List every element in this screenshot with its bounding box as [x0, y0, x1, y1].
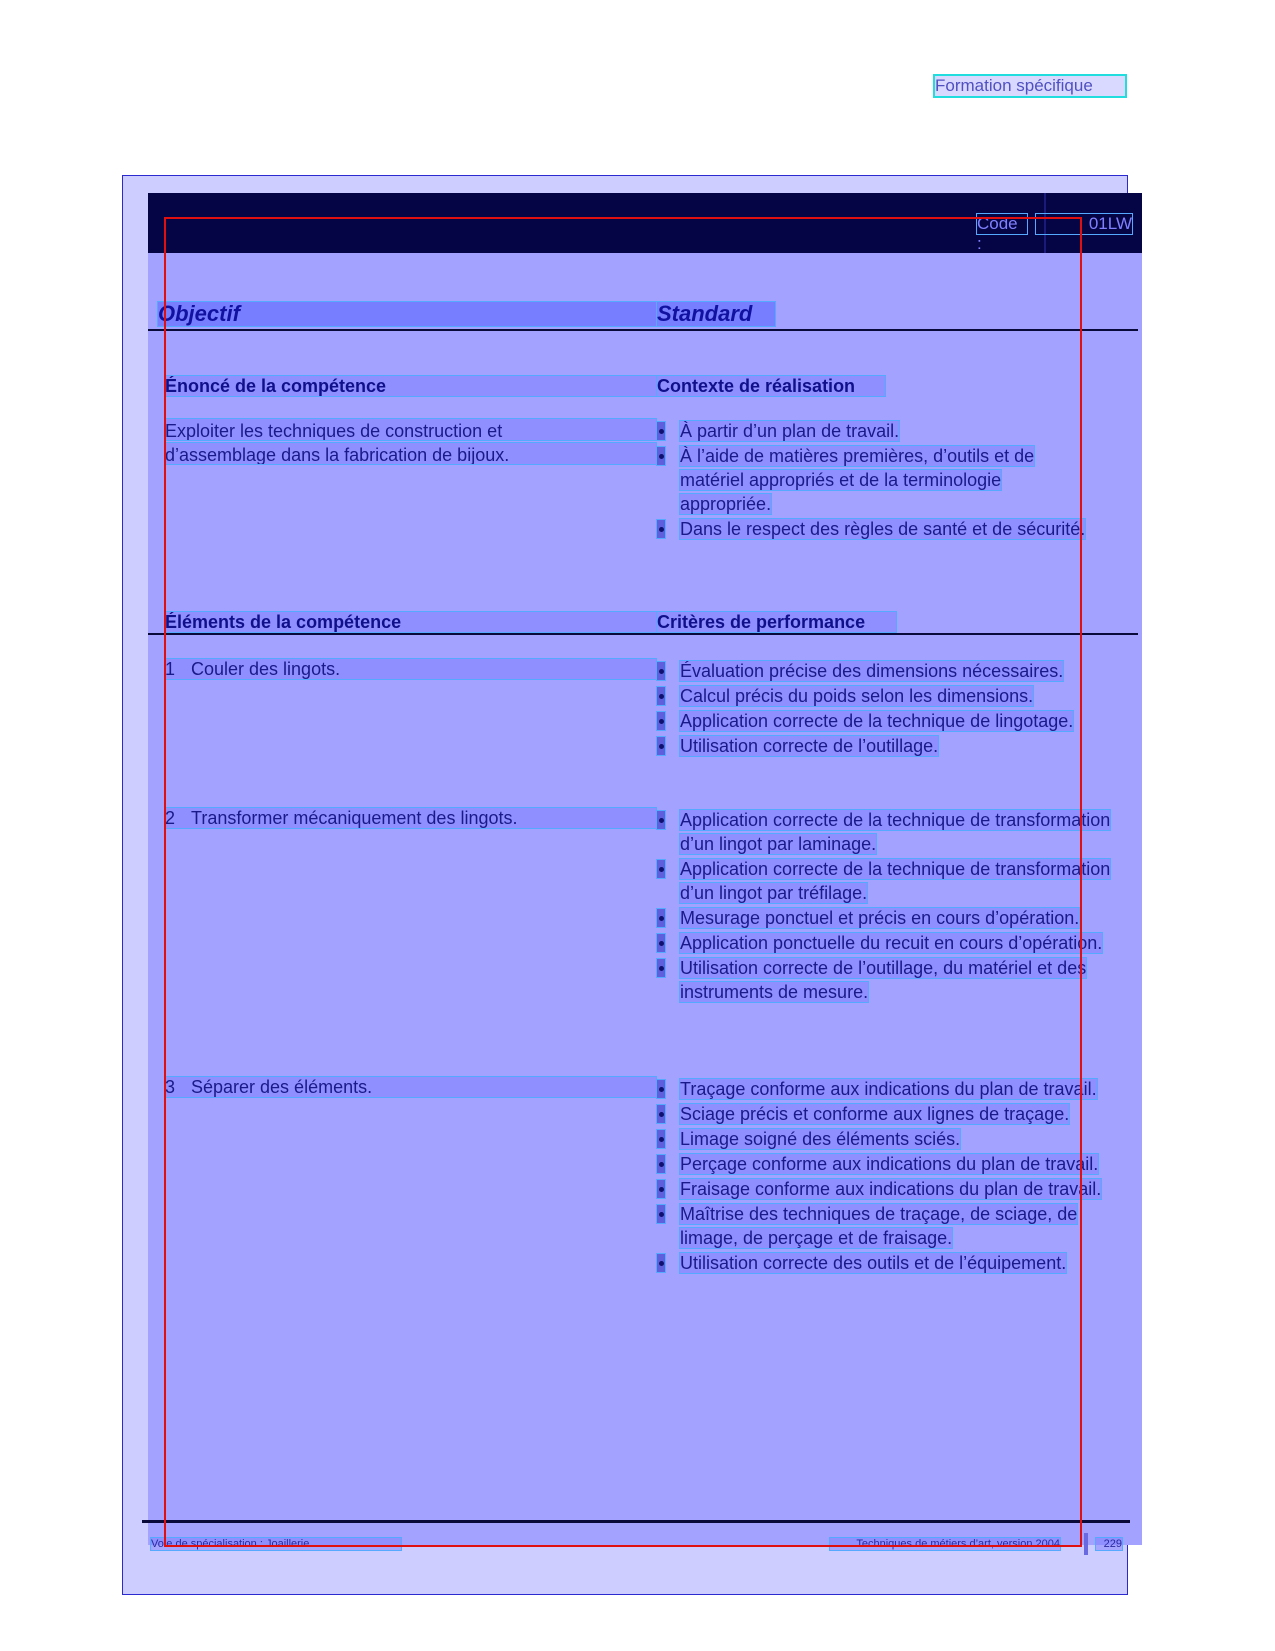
bullet-icon	[657, 909, 665, 927]
footer-rule	[142, 1520, 1130, 1523]
bullet-icon	[657, 1254, 665, 1272]
enonce-line: d’assemblage dans la fabrication de bijoux.	[165, 443, 656, 464]
code-value: 01LW	[1036, 214, 1132, 234]
section-rule	[148, 633, 1138, 635]
bullet-icon	[657, 811, 665, 829]
enonce-line: Exploiter les techniques de construction et	[165, 419, 656, 440]
criteres-list	[657, 659, 1117, 759]
heading-rule	[148, 329, 1138, 331]
footer-separator	[1084, 1533, 1088, 1555]
bullet-icon	[657, 1105, 665, 1123]
element-item	[165, 1077, 656, 1097]
bullet-icon	[657, 860, 665, 878]
enonce-heading: Énoncé de la compétence	[165, 376, 656, 396]
bullet-icon	[657, 712, 665, 730]
code-label: Code :	[977, 214, 1027, 234]
criteres-list	[657, 808, 1117, 1005]
element-item	[165, 659, 656, 679]
list-item: Utilisation correcte de l’outillage, du matériel et des instruments de mesure.	[657, 956, 1117, 1004]
bullet-icon	[657, 934, 665, 952]
elements-heading: Éléments de la compétence	[165, 612, 656, 632]
list-item: Traçage conforme aux indications du plan de travail.	[657, 1077, 1127, 1101]
list-item: Dans le respect des règles de santé et de sécurité.	[657, 517, 1097, 541]
bullet-icon	[657, 1080, 665, 1098]
criteres-heading: Critères de performance	[657, 612, 896, 632]
list-item: Utilisation correcte des outils et de l’équipement.	[657, 1251, 1127, 1275]
document-section-label: Formation spécifique	[935, 76, 1125, 96]
bullet-icon	[657, 422, 665, 440]
list-item: Application correcte de la technique de lingotage.	[657, 709, 1117, 733]
criteres-list	[657, 1077, 1127, 1276]
page-number: 229	[1096, 1538, 1122, 1550]
list-item: Maîtrise des techniques de traçage, de sciage, de limage, de perçage et de fraisage.	[657, 1202, 1127, 1250]
list-item: Perçage conforme aux indications du plan de travail.	[657, 1152, 1127, 1176]
list-item: Mesurage ponctuel et précis en cours d’opération.	[657, 906, 1117, 930]
element-number: 3	[165, 1077, 176, 1097]
bullet-icon	[657, 959, 665, 977]
list-item: Calcul précis du poids selon les dimensions.	[657, 684, 1117, 708]
list-item: Application correcte de la technique de transformation d’un lingot par laminage.	[657, 808, 1117, 856]
list-item: Utilisation correcte de l’outillage.	[657, 734, 1117, 758]
element-number: 1	[165, 659, 176, 679]
footer-specialisation: Voie de spécialisation : Joaillerie	[151, 1538, 401, 1550]
bullet-icon	[657, 1205, 665, 1223]
list-item: Évaluation précise des dimensions nécessaires.	[657, 659, 1117, 683]
bullet-icon	[657, 662, 665, 680]
element-number: 2	[165, 808, 176, 828]
bullet-icon	[657, 687, 665, 705]
bullet-icon	[657, 1130, 665, 1148]
bullet-icon	[657, 520, 665, 538]
objectif-heading: Objectif	[158, 302, 656, 326]
list-item: À partir d’un plan de travail.	[657, 419, 1097, 443]
bullet-icon	[657, 737, 665, 755]
element-label: Séparer des éléments.	[191, 1077, 373, 1097]
contexte-heading: Contexte de réalisation	[657, 376, 885, 396]
list-item: Application correcte de la technique de transformation d’un lingot par tréfilage.	[657, 857, 1117, 905]
list-item: Limage soigné des éléments sciés.	[657, 1127, 1127, 1151]
bullet-icon	[657, 1180, 665, 1198]
element-label: Couler des lingots.	[191, 659, 341, 679]
list-item: À l’aide de matières premières, d’outils et de matériel appropriés et de la terminologie appropriée.	[657, 444, 1097, 516]
footer-program: Techniques de métiers d’art, version 2004	[830, 1538, 1060, 1550]
list-item: Sciage précis et conforme aux lignes de traçage.	[657, 1102, 1127, 1126]
standard-heading: Standard	[657, 302, 775, 326]
enonce-text	[165, 419, 656, 467]
list-item: Fraisage conforme aux indications du plan de travail.	[657, 1177, 1127, 1201]
contexte-list	[657, 419, 1097, 542]
bullet-icon	[657, 1155, 665, 1173]
list-item: Application ponctuelle du recuit en cours d’opération.	[657, 931, 1117, 955]
bullet-icon	[657, 447, 665, 465]
element-label: Transformer mécaniquement des lingots.	[191, 808, 518, 828]
element-item	[165, 808, 656, 828]
